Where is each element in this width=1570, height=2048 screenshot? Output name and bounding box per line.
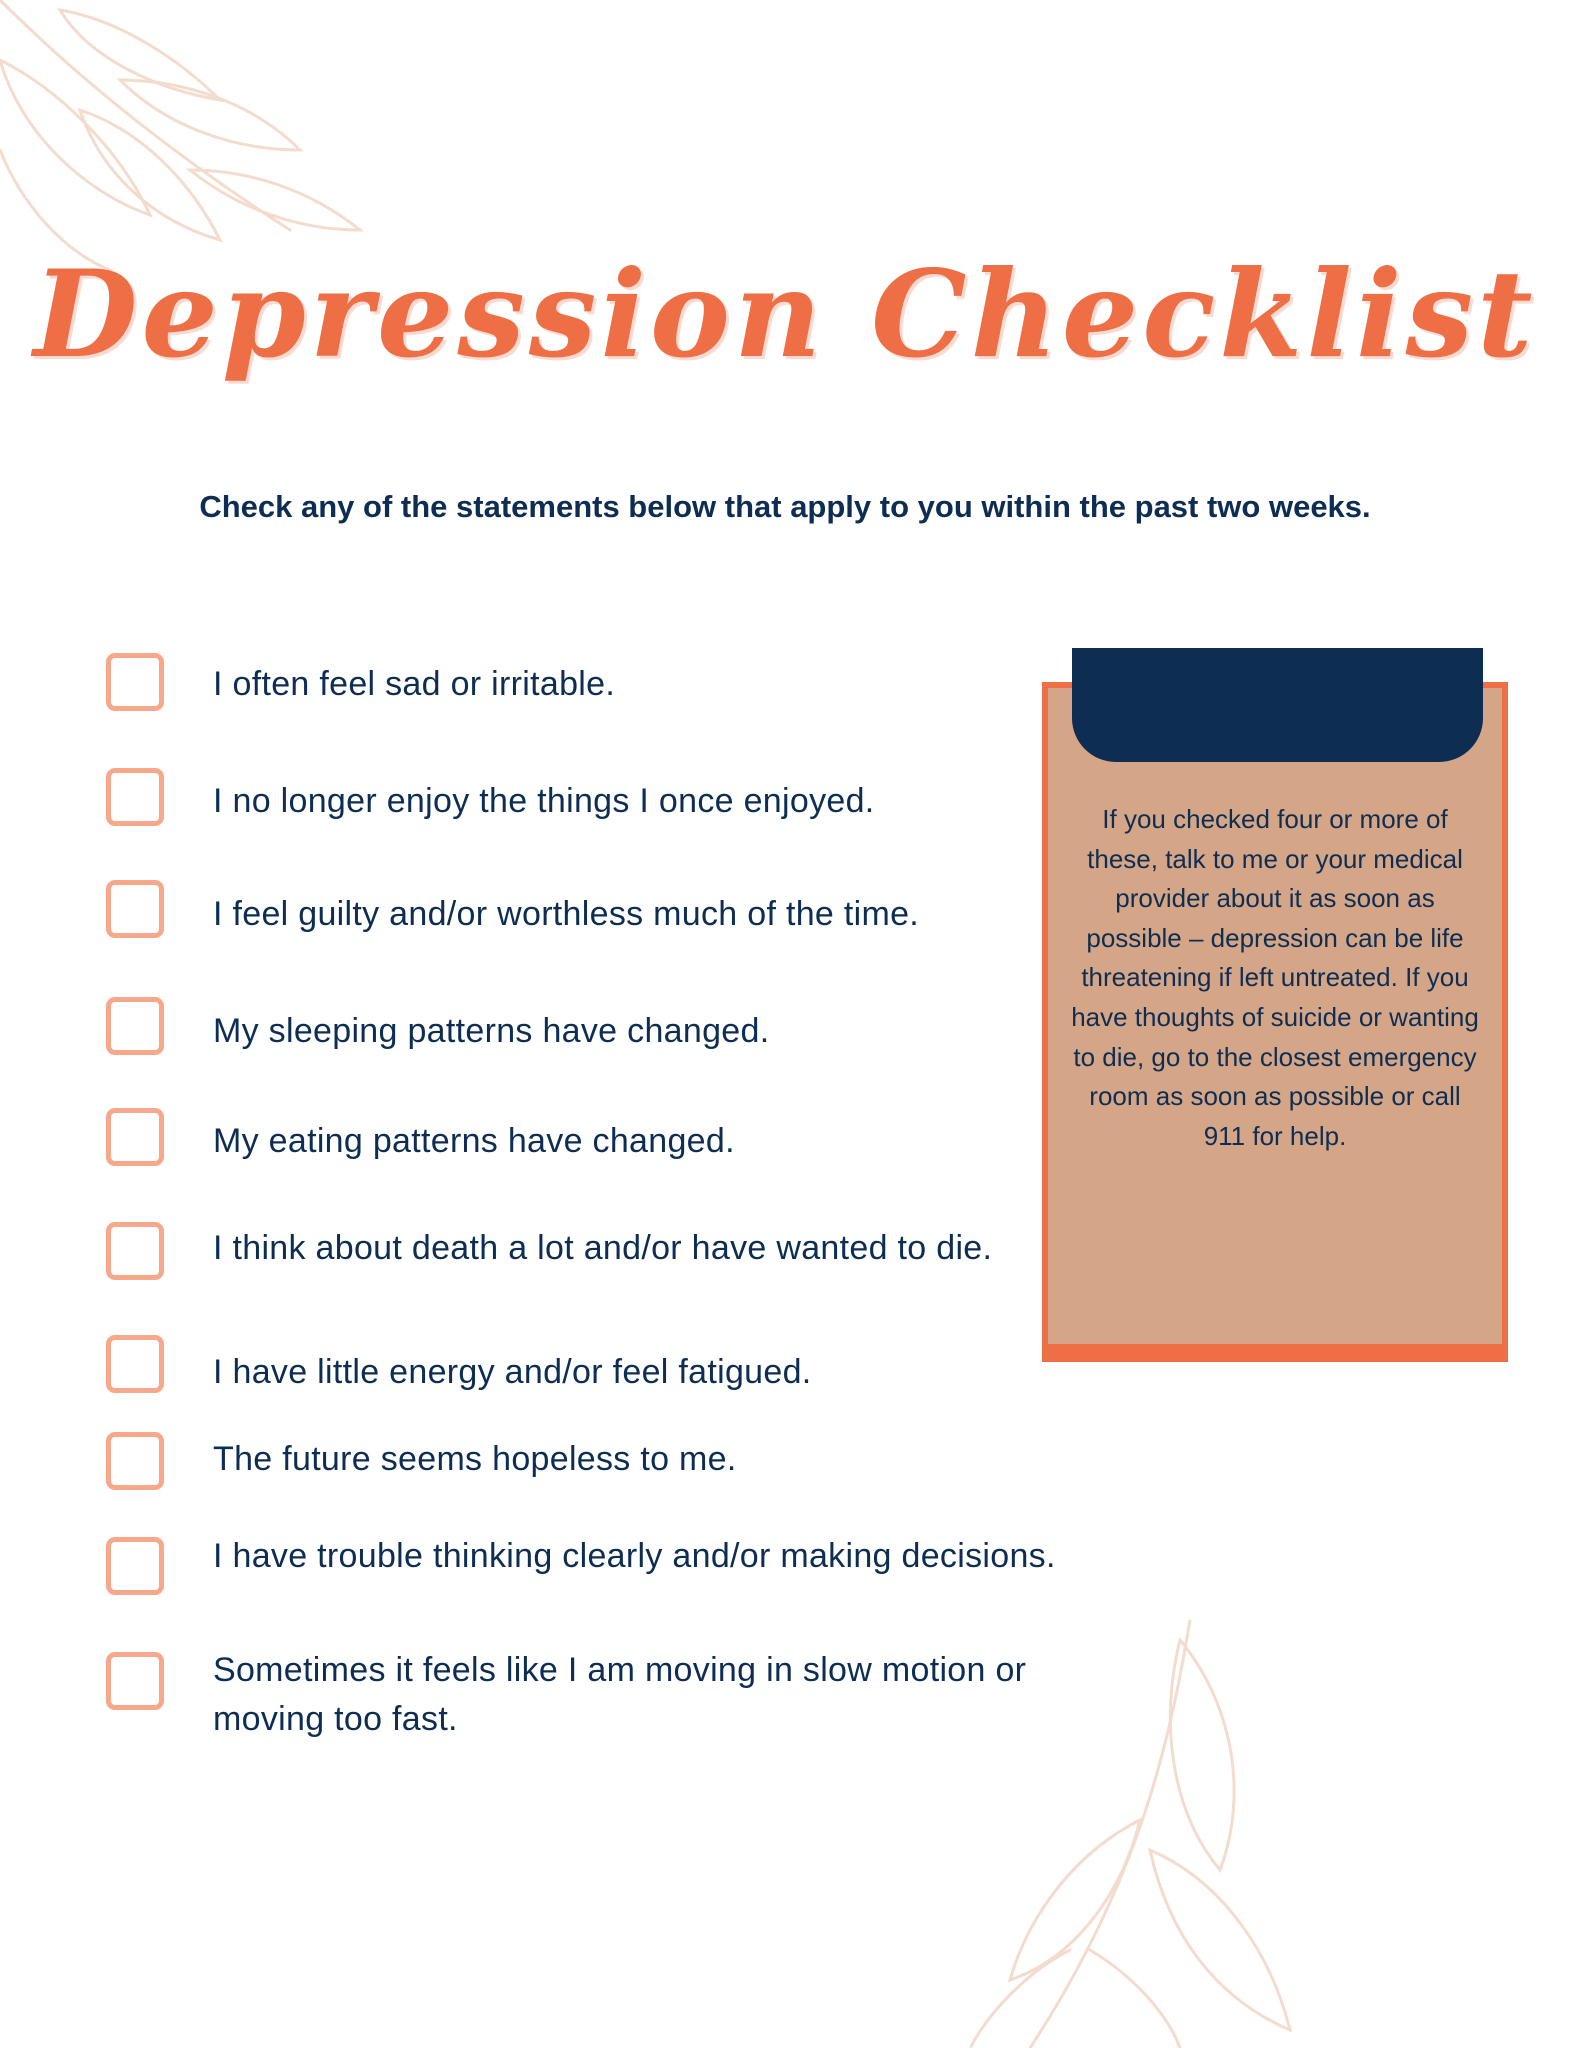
page-subtitle: Check any of the statements below that apply to you within the past two weeks. bbox=[199, 489, 1371, 524]
empty-checkbox-icon[interactable] bbox=[106, 1108, 164, 1166]
checklist-item-text: I feel guilty and/or worthless much of the time. bbox=[213, 895, 920, 933]
checklist-item-text: I have little energy and/or feel fatigued. bbox=[213, 1353, 812, 1391]
checklist-item-text: My eating patterns have changed. bbox=[213, 1122, 735, 1160]
page-title: Depression Checklist bbox=[33, 244, 1537, 385]
empty-checkbox-icon[interactable] bbox=[106, 880, 164, 938]
checklist-item-text: I think about death a lot and/or have wanted to die. bbox=[213, 1229, 993, 1267]
empty-checkbox-icon[interactable] bbox=[106, 1652, 164, 1710]
note-text: If you checked four or more of these, talk to me or your medical provider about it as soon as possible – depression can be life threatening if left untreated. If you have thoughts of suicide or wanting to die, go to the closest emergency room as soon as possible or call 911 for help. bbox=[1071, 804, 1479, 1151]
checklist-item-text: I no longer enjoy the things I once enjoyed. bbox=[213, 782, 875, 820]
empty-checkbox-icon[interactable] bbox=[106, 653, 164, 711]
empty-checkbox-icon[interactable] bbox=[106, 1537, 164, 1595]
empty-checkbox-icon[interactable] bbox=[106, 1335, 164, 1393]
checklist-item-text: My sleeping patterns have changed. bbox=[213, 1012, 770, 1050]
empty-checkbox-icon[interactable] bbox=[106, 997, 164, 1055]
empty-checkbox-icon[interactable] bbox=[106, 1222, 164, 1280]
checklist-item-text: I often feel sad or irritable. bbox=[213, 665, 616, 703]
empty-checkbox-icon[interactable] bbox=[106, 1432, 164, 1490]
checklist-item-text: I have trouble thinking clearly and/or making decisions. bbox=[213, 1537, 1056, 1575]
checklist-item-text: The future seems hopeless to me. bbox=[213, 1440, 737, 1478]
note-card-tab bbox=[1072, 648, 1483, 762]
checklist-item-text: Sometimes it feels like I am moving in slow motion or moving too fast. bbox=[213, 1651, 1027, 1738]
empty-checkbox-icon[interactable] bbox=[106, 768, 164, 826]
